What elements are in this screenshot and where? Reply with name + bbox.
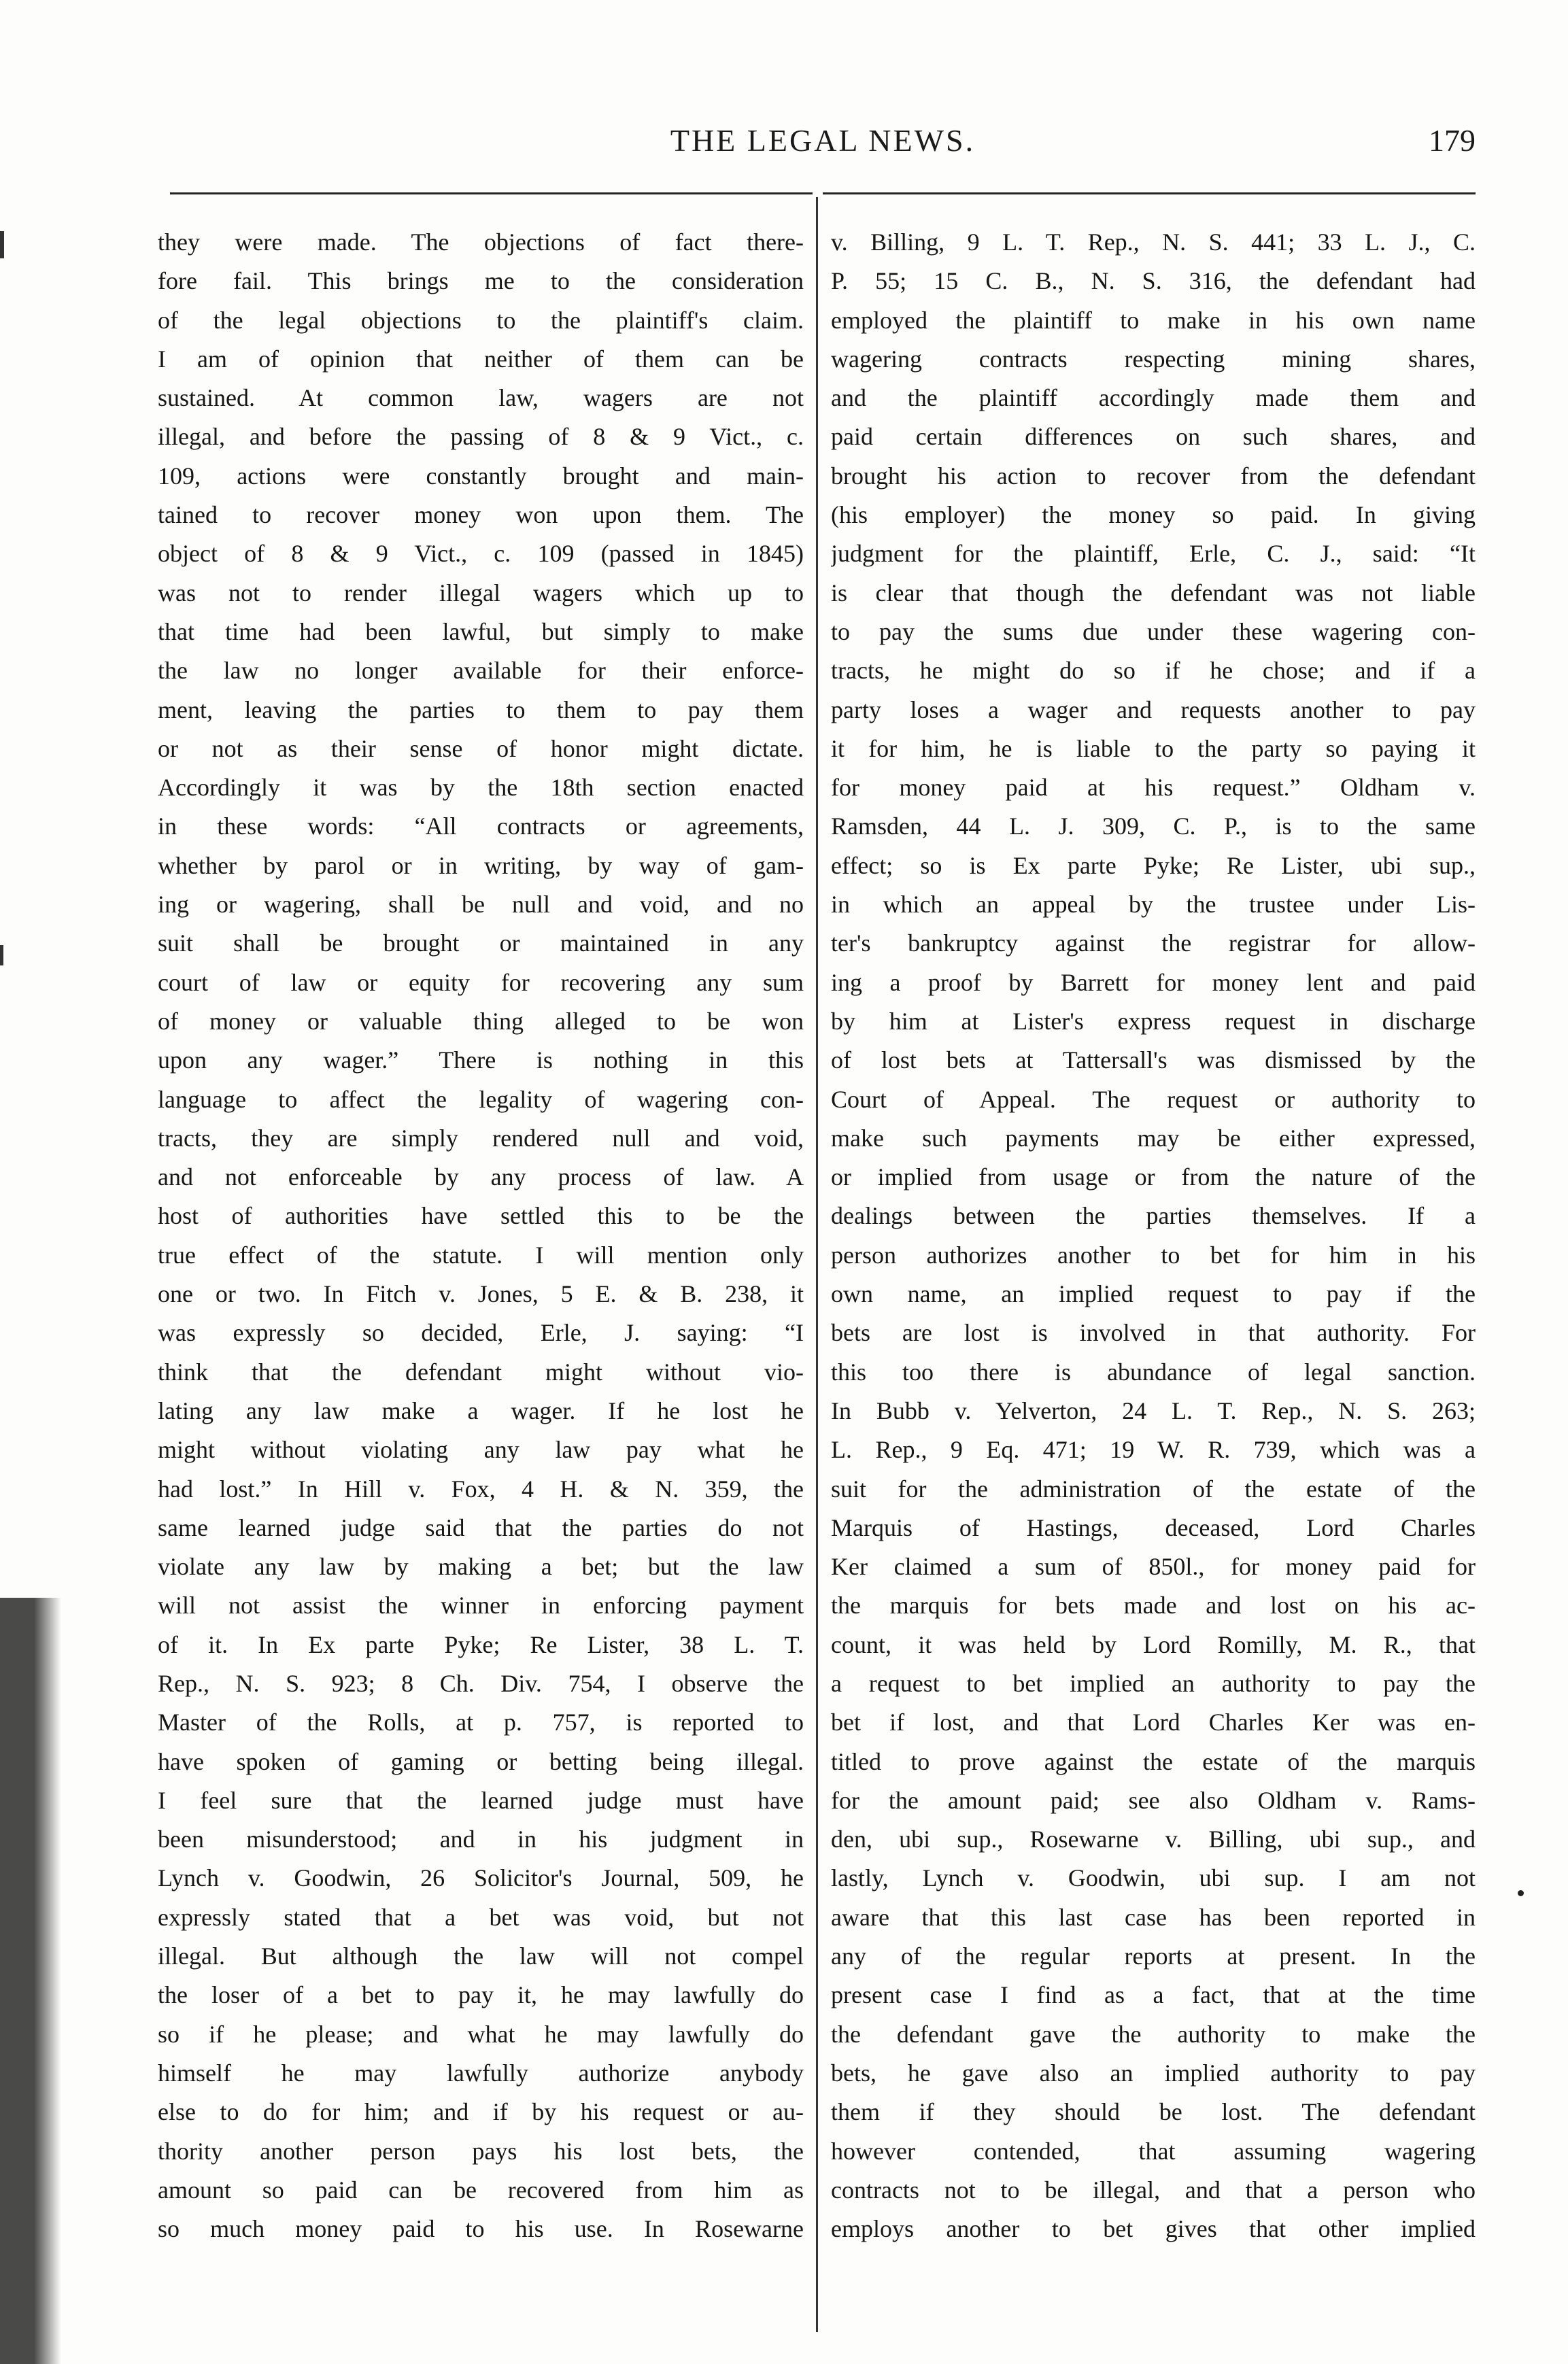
left-column: [158, 223, 804, 2248]
text-line: party loses a wager and requests another to pay: [831, 696, 1476, 723]
text-line: thority another person pays his lost bets, the: [158, 2137, 804, 2165]
text-line: tracts, they are simply rendered null and void,: [158, 1124, 804, 1152]
text-line: I feel sure that the learned judge must have: [158, 1786, 804, 1814]
text-line: object of 8 & 9 Vict., c. 109 (passed in 1845): [158, 540, 804, 568]
text-line: one or two. In Fitch v. Jones, 5 E. & B. 238, it: [158, 1280, 804, 1308]
text-line: sustained. At common law, wagers are not: [158, 384, 804, 412]
text-line: tained to recover money won upon them. The: [158, 501, 804, 529]
text-line: himself he may lawfully authorize anybody: [158, 2059, 804, 2087]
text-line: expressly stated that a bet was void, but not: [158, 1903, 804, 1931]
text-line: own name, an implied request to pay if the: [831, 1280, 1476, 1308]
text-line: in these words: “All contracts or agreements,: [158, 812, 804, 840]
text-line: I am of opinion that neither of them can be: [158, 345, 804, 373]
margin-dot: [1518, 1890, 1524, 1896]
text-line: this too there is abundance of legal sanction.: [831, 1358, 1476, 1386]
text-line: a request to bet implied an authority to pay the: [831, 1669, 1476, 1697]
header-rule-left: [170, 192, 813, 194]
text-line: for the amount paid; see also Oldham v. Rams-: [831, 1786, 1476, 1814]
text-line: contracts not to be illegal, and that a person who: [831, 2176, 1476, 2204]
text-line: is clear that though the defendant was not liable: [831, 579, 1476, 606]
text-line: same learned judge said that the parties do not: [158, 1513, 804, 1541]
header-rule-right: [823, 192, 1476, 194]
text-line: ing a proof by Barrett for money lent and paid: [831, 968, 1476, 996]
text-line: Lynch v. Goodwin, 26 Solicitor's Journal, 509, he: [158, 1864, 804, 1892]
text-line: so if he please; and what he may lawfully do: [158, 2020, 804, 2048]
text-line: amount so paid can be recovered from him as: [158, 2176, 804, 2204]
text-line: P. 55; 15 C. B., N. S. 316, the defendant had: [831, 267, 1476, 295]
text-line: else to do for him; and if by his request or au-: [158, 2098, 804, 2126]
text-line: the defendant gave the authority to make the: [831, 2020, 1476, 2048]
text-line: think that the defendant might without vio-: [158, 1358, 804, 1386]
text-line: for money paid at his request.” Oldham v.: [831, 774, 1476, 802]
text-line: (his employer) the money so paid. In giving: [831, 501, 1476, 529]
text-line: person authorizes another to bet for him in his: [831, 1241, 1476, 1269]
text-line: upon any wager.” There is nothing in this: [158, 1046, 804, 1074]
text-line: make such payments may be either expressed,: [831, 1124, 1476, 1152]
text-line: the law no longer available for their enforce-: [158, 657, 804, 685]
text-line: v. Billing, 9 L. T. Rep., N. S. 441; 33 L. J., C.: [831, 228, 1476, 256]
text-line: any of the regular reports at present. In the: [831, 1942, 1476, 1970]
text-line: Ker claimed a sum of 850l., for money paid for: [831, 1553, 1476, 1581]
text-line: have spoken of gaming or betting being illegal.: [158, 1747, 804, 1775]
text-line: or implied from usage or from the nature of the: [831, 1163, 1476, 1191]
text-line: however contended, that assuming wagering: [831, 2137, 1476, 2165]
text-line: the loser of a bet to pay it, he may lawfully do: [158, 1981, 804, 2009]
text-line: had lost.” In Hill v. Fox, 4 H. & N. 359, the: [158, 1475, 804, 1503]
text-line: violate any law by making a bet; but the law: [158, 1553, 804, 1581]
text-line: aware that this last case has been reported in: [831, 1903, 1476, 1931]
text-line: Ramsden, 44 L. J. 309, C. P., is to the same: [831, 812, 1476, 840]
text-line: brought his action to recover from the defendant: [831, 462, 1476, 490]
text-line: dealings between the parties themselves. If a: [831, 1202, 1476, 1230]
text-line: bet if lost, and that Lord Charles Ker was en-: [831, 1709, 1476, 1736]
left-edge-mark: [0, 945, 3, 965]
text-line: bets are lost is involved in that authority. For: [831, 1319, 1476, 1347]
text-line: In Bubb v. Yelverton, 24 L. T. Rep., N. S. 263;: [831, 1397, 1476, 1424]
text-line: Rep., N. S. 923; 8 Ch. Div. 754, I observe the: [158, 1669, 804, 1697]
text-line: wagering contracts respecting mining shares,: [831, 345, 1476, 373]
page-binding-shadow: [0, 1598, 61, 2364]
publication-title: THE LEGAL NEWS.: [670, 123, 976, 158]
text-line: of the legal objections to the plaintiff's claim.: [158, 306, 804, 334]
text-line: them if they should be lost. The defendant: [831, 2098, 1476, 2126]
text-line: present case I find as a fact, that at the time: [831, 1981, 1476, 2009]
text-line: illegal. But although the law will not compel: [158, 1942, 804, 1970]
text-line: Accordingly it was by the 18th section enacted: [158, 774, 804, 802]
text-line: Court of Appeal. The request or authority to: [831, 1085, 1476, 1113]
text-line: it for him, he is liable to the party so paying it: [831, 734, 1476, 762]
text-line: 109, actions were constantly brought and main-: [158, 462, 804, 490]
right-column: [831, 223, 1476, 2248]
text-line: or not as their sense of honor might dictate.: [158, 734, 804, 762]
text-line: L. Rep., 9 Eq. 471; 19 W. R. 739, which was a: [831, 1436, 1476, 1464]
text-line: ter's bankruptcy against the registrar for allow-: [831, 929, 1476, 957]
text-line: titled to prove against the estate of the marquis: [831, 1747, 1476, 1775]
text-line: by him at Lister's express request in discharge: [831, 1007, 1476, 1035]
text-line: host of authorities have settled this to be the: [158, 1202, 804, 1230]
text-line: was expressly so decided, Erle, J. saying: “I: [158, 1319, 804, 1347]
text-line: fore fail. This brings me to the consideration: [158, 267, 804, 295]
text-line: Master of the Rolls, at p. 757, is reported to: [158, 1709, 804, 1736]
text-line: bets, he gave also an implied authority to pay: [831, 2059, 1476, 2087]
text-line: and the plaintiff accordingly made them and: [831, 384, 1476, 412]
text-line: been misunderstood; and in his judgment in: [158, 1826, 804, 1853]
left-edge-mark: [0, 231, 4, 258]
text-line: to pay the sums due under these wagering con-: [831, 617, 1476, 645]
text-line: language to affect the legality of wagering con-: [158, 1085, 804, 1113]
text-line: suit shall be brought or maintained in any: [158, 929, 804, 957]
text-line: employed the plaintiff to make in his own name: [831, 306, 1476, 334]
text-line: and not enforceable by any process of law. A: [158, 1163, 804, 1191]
text-line: they were made. The objections of fact there-: [158, 228, 804, 256]
text-line: ing or wagering, shall be null and void, and no: [158, 891, 804, 919]
text-line: was not to render illegal wagers which up to: [158, 579, 804, 606]
text-line: tracts, he might do so if he chose; and if a: [831, 657, 1476, 685]
text-line: ment, leaving the parties to them to pay them: [158, 696, 804, 723]
page-number: 179: [1429, 123, 1476, 158]
text-line: in which an appeal by the trustee under Lis-: [831, 891, 1476, 919]
column-divider: [816, 197, 818, 2332]
text-line: count, it was held by Lord Romilly, M. R., that: [831, 1630, 1476, 1658]
text-line: employs another to bet gives that other implied: [831, 2215, 1476, 2243]
text-line: the marquis for bets made and lost on his ac-: [831, 1592, 1476, 1620]
text-line: illegal, and before the passing of 8 & 9 Vict., c.: [158, 423, 804, 451]
text-line: true effect of the statute. I will mention only: [158, 1241, 804, 1269]
text-line: court of law or equity for recovering any sum: [158, 968, 804, 996]
text-line: of money or valuable thing alleged to be won: [158, 1007, 804, 1035]
text-line: of it. In Ex parte Pyke; Re Lister, 38 L. T.: [158, 1630, 804, 1658]
text-line: so much money paid to his use. In Rosewarne: [158, 2215, 804, 2243]
text-line: judgment for the plaintiff, Erle, C. J., said: “It: [831, 540, 1476, 568]
text-line: lating any law make a wager. If he lost he: [158, 1397, 804, 1424]
text-line: of lost bets at Tattersall's was dismissed by the: [831, 1046, 1476, 1074]
text-line: effect; so is Ex parte Pyke; Re Lister, ubi sup.,: [831, 851, 1476, 879]
text-line: paid certain differences on such shares, and: [831, 423, 1476, 451]
text-line: Marquis of Hastings, deceased, Lord Charles: [831, 1513, 1476, 1541]
text-line: whether by parol or in writing, by way of gam-: [158, 851, 804, 879]
text-line: den, ubi sup., Rosewarne v. Billing, ubi sup., and: [831, 1826, 1476, 1853]
running-head: [170, 122, 1476, 177]
text-line: will not assist the winner in enforcing payment: [158, 1592, 804, 1620]
text-line: that time had been lawful, but simply to make: [158, 617, 804, 645]
text-line: might without violating any law pay what he: [158, 1436, 804, 1464]
text-line: suit for the administration of the estate of the: [831, 1475, 1476, 1503]
text-line: lastly, Lynch v. Goodwin, ubi sup. I am not: [831, 1864, 1476, 1892]
